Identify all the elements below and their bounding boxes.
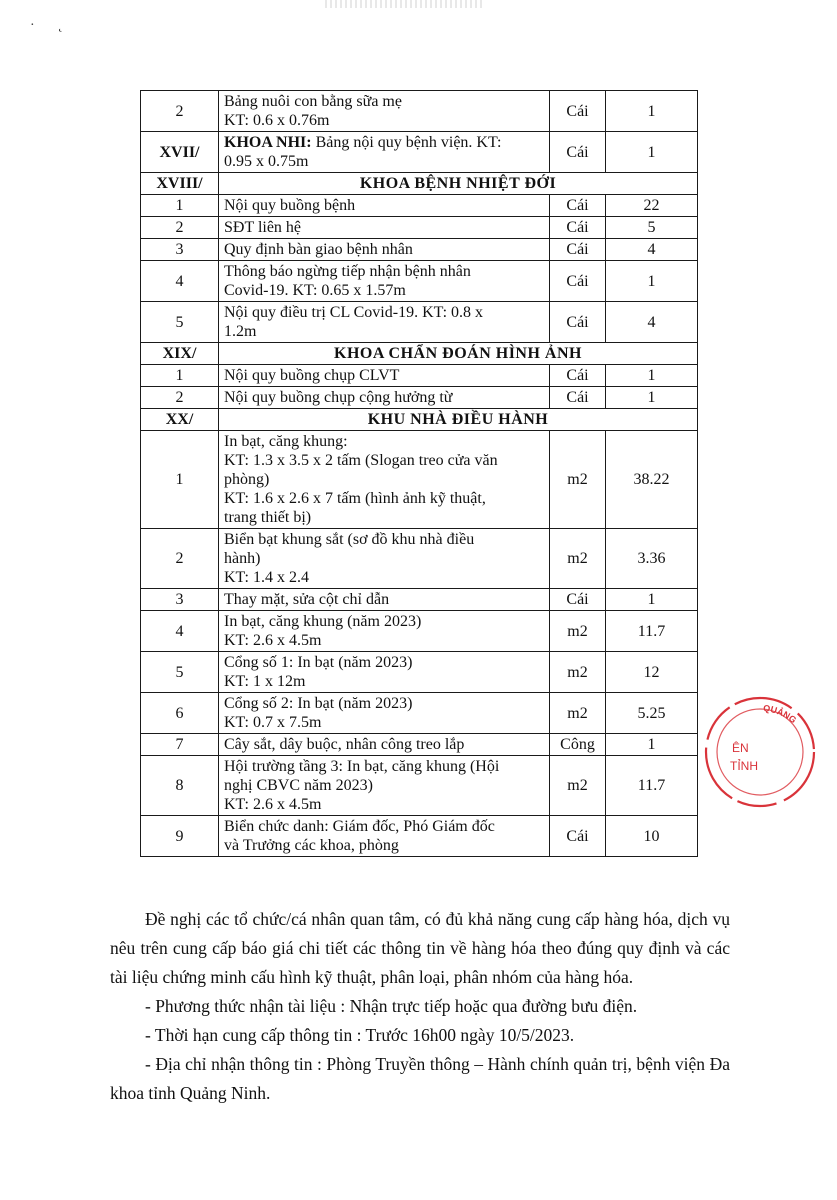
scan-smudge (325, 0, 485, 8)
description-line: Quy định bàn giao bệnh nhân (224, 241, 413, 258)
row-number: 8 (141, 756, 219, 816)
quantity: 38.22 (606, 431, 698, 529)
item-description (219, 529, 550, 589)
quantity: 4 (606, 239, 698, 261)
quantity: 1 (606, 365, 698, 387)
table-row (141, 91, 698, 132)
row-number: 3 (141, 239, 219, 261)
unit: Cái (550, 302, 606, 343)
item-description (219, 734, 550, 756)
quantity: 10 (606, 816, 698, 857)
description-text: Bảng nội quy bệnh viện. KT: (311, 134, 502, 151)
row-number: XIX/ (141, 343, 219, 365)
row-number: XVIII/ (141, 173, 219, 195)
unit: Cái (550, 132, 606, 173)
description-line: Covid-19. KT: 0.65 x 1.57m (224, 282, 406, 299)
row-number: 2 (141, 217, 219, 239)
description-line: trang thiết bị) (224, 509, 312, 526)
row-number: 5 (141, 302, 219, 343)
unit: Cái (550, 816, 606, 857)
description-line: KT: 0.7 x 7.5m (224, 714, 322, 731)
row-number: 1 (141, 365, 219, 387)
delivery-method: - Phương thức nhận tài liệu : Nhận trực tiếp hoặc qua đường bưu điện. (145, 996, 638, 1016)
row-number: 5 (141, 652, 219, 693)
description-line: 1.2m (224, 323, 257, 340)
description-line: Nội quy buồng bệnh (224, 197, 356, 214)
item-description (219, 261, 550, 302)
description-line: 0.95 x 0.75m (224, 153, 309, 170)
unit: m2 (550, 693, 606, 734)
unit: Cái (550, 217, 606, 239)
row-number: 9 (141, 816, 219, 857)
unit: m2 (550, 529, 606, 589)
quantity: 22 (606, 195, 698, 217)
row-number: XVII/ (141, 132, 219, 173)
description-line: KT: 1.3 x 3.5 x 2 tấm (Slogan treo cửa văn (224, 452, 498, 469)
quantity: 12 (606, 652, 698, 693)
row-number: 1 (141, 431, 219, 529)
table-row (141, 365, 698, 387)
table-row (141, 816, 698, 857)
description-line: Biển bạt khung sắt (sơ đồ khu nhà điều (224, 531, 475, 548)
unit: m2 (550, 756, 606, 816)
goods-table (140, 90, 698, 857)
goods-table-body (141, 91, 698, 857)
item-description (219, 302, 550, 343)
description-line: phòng) (224, 471, 270, 488)
item-description (219, 132, 550, 173)
description-line: KT: 1.6 x 2.6 x 7 tấm (hình ảnh kỹ thuật, (224, 490, 486, 507)
section-header-row (141, 343, 698, 365)
row-number: 3 (141, 589, 219, 611)
row-number: XX/ (141, 409, 219, 431)
section-header-row (141, 409, 698, 431)
quantity: 1 (606, 734, 698, 756)
unit: m2 (550, 611, 606, 652)
description-line: KT: 2.6 x 4.5m (224, 632, 322, 649)
description-line: Biển chức danh: Giám đốc, Phó Giám đốc (224, 818, 495, 835)
table-row (141, 132, 698, 173)
description-line: và Trưởng các khoa, phòng (224, 837, 399, 854)
description-line: Cây sắt, dây buộc, nhân công treo lắp (224, 736, 465, 753)
row-number: 2 (141, 91, 219, 132)
unit: Cái (550, 589, 606, 611)
receiving-address: - Địa chỉ nhận thông tin : Phòng Truyền thông – Hành chính quản trị, bệnh viện Đa khoa tỉnh Quảng Ninh. (110, 1054, 730, 1103)
unit: m2 (550, 431, 606, 529)
table-row (141, 734, 698, 756)
item-description (219, 239, 550, 261)
description-line: Nội quy buồng chụp CLVT (224, 367, 400, 384)
description-line: nghị CBVC năm 2023) (224, 777, 373, 794)
table-row (141, 195, 698, 217)
quantity: 4 (606, 302, 698, 343)
department-label: KHOA NHI: (224, 134, 312, 151)
stamp-ring-text: QUẢNG (762, 702, 799, 726)
quantity: 11.7 (606, 756, 698, 816)
quantity: 1 (606, 261, 698, 302)
table-row (141, 611, 698, 652)
unit: Cái (550, 239, 606, 261)
row-number: 7 (141, 734, 219, 756)
description-line: KT: 0.6 x 0.76m (224, 112, 330, 129)
item-description (219, 816, 550, 857)
description-line: Hội trường tầng 3: In bạt, căng khung (Hội (224, 758, 500, 775)
item-description (219, 365, 550, 387)
item-description (219, 217, 550, 239)
description-line: hành) (224, 550, 261, 567)
table-row (141, 239, 698, 261)
unit: Cái (550, 365, 606, 387)
description-line: Nội quy điều trị CL Covid-19. KT: 0.8 x (224, 304, 484, 321)
quantity: 5.25 (606, 693, 698, 734)
quantity: 1 (606, 91, 698, 132)
unit: m2 (550, 652, 606, 693)
description-line: In bạt, căng khung: (224, 433, 348, 450)
item-description (219, 431, 550, 529)
table-row (141, 302, 698, 343)
table-row (141, 217, 698, 239)
stamp-inner-line-1: ÊN (732, 741, 749, 755)
table-row (141, 589, 698, 611)
description-line (224, 133, 544, 152)
unit: Cái (550, 195, 606, 217)
unit: Cái (550, 91, 606, 132)
unit: Công (550, 734, 606, 756)
table-row (141, 693, 698, 734)
quantity: 3.36 (606, 529, 698, 589)
section-title: KHOA CHẨN ĐOÁN HÌNH ẢNH (219, 343, 698, 365)
row-number: 2 (141, 387, 219, 409)
stamp-inner-line-2: TỈNH (730, 759, 758, 773)
item-description (219, 756, 550, 816)
quantity: 5 (606, 217, 698, 239)
table-row (141, 529, 698, 589)
row-number: 4 (141, 611, 219, 652)
row-number: 6 (141, 693, 219, 734)
description-line: Thông báo ngừng tiếp nhận bệnh nhân (224, 263, 471, 280)
row-number: 1 (141, 195, 219, 217)
quantity: 1 (606, 589, 698, 611)
item-description (219, 91, 550, 132)
description-line: SĐT liên hệ (224, 219, 302, 236)
official-stamp (700, 690, 820, 810)
section-title: KHU NHÀ ĐIỀU HÀNH (219, 409, 698, 431)
section-header-row (141, 173, 698, 195)
description-line: Thay mặt, sửa cột chỉ dẫn (224, 591, 390, 608)
item-description (219, 652, 550, 693)
quantity: 1 (606, 132, 698, 173)
description-line: KT: 2.6 x 4.5m (224, 796, 322, 813)
quantity: 1 (606, 387, 698, 409)
table-row (141, 387, 698, 409)
table-row (141, 756, 698, 816)
table-row (141, 261, 698, 302)
item-description (219, 387, 550, 409)
item-description (219, 611, 550, 652)
body-text (110, 905, 730, 1108)
table-row (141, 652, 698, 693)
table-row (141, 431, 698, 529)
description-line: Cổng số 2: In bạt (năm 2023) (224, 695, 413, 712)
stamp-outer-ring (706, 698, 814, 806)
unit: Cái (550, 387, 606, 409)
description-line: KT: 1 x 12m (224, 673, 306, 690)
item-description (219, 589, 550, 611)
description-line: Bảng nuôi con bằng sữa mẹ (224, 93, 402, 110)
deadline: - Thời hạn cung cấp thông tin : Trước 16h00 ngày 10/5/2023. (145, 1025, 575, 1045)
row-number: 4 (141, 261, 219, 302)
description-line: Nội quy buồng chụp cộng hưởng từ (224, 389, 453, 406)
row-number: 2 (141, 529, 219, 589)
description-line: KT: 1.4 x 2.4 (224, 569, 309, 586)
unit: Cái (550, 261, 606, 302)
scan-marks: · ˛ (30, 18, 73, 33)
description-line: Cổng số 1: In bạt (năm 2023) (224, 654, 413, 671)
section-title: KHOA BỆNH NHIỆT ĐỚI (219, 173, 698, 195)
description-line: In bạt, căng khung (năm 2023) (224, 613, 422, 630)
request-paragraph: Đề nghị các tổ chức/cá nhân quan tâm, có đủ khả năng cung cấp hàng hóa, dịch vụ nêu trên cung cấp báo giá chi tiết các thông tin về hàng hóa theo đúng quy định và các tài liệu chứng minh cấu hình kỹ thuật, phân loại, phân nhóm của hàng hóa. (110, 909, 730, 987)
quantity: 11.7 (606, 611, 698, 652)
item-description (219, 693, 550, 734)
item-description (219, 195, 550, 217)
